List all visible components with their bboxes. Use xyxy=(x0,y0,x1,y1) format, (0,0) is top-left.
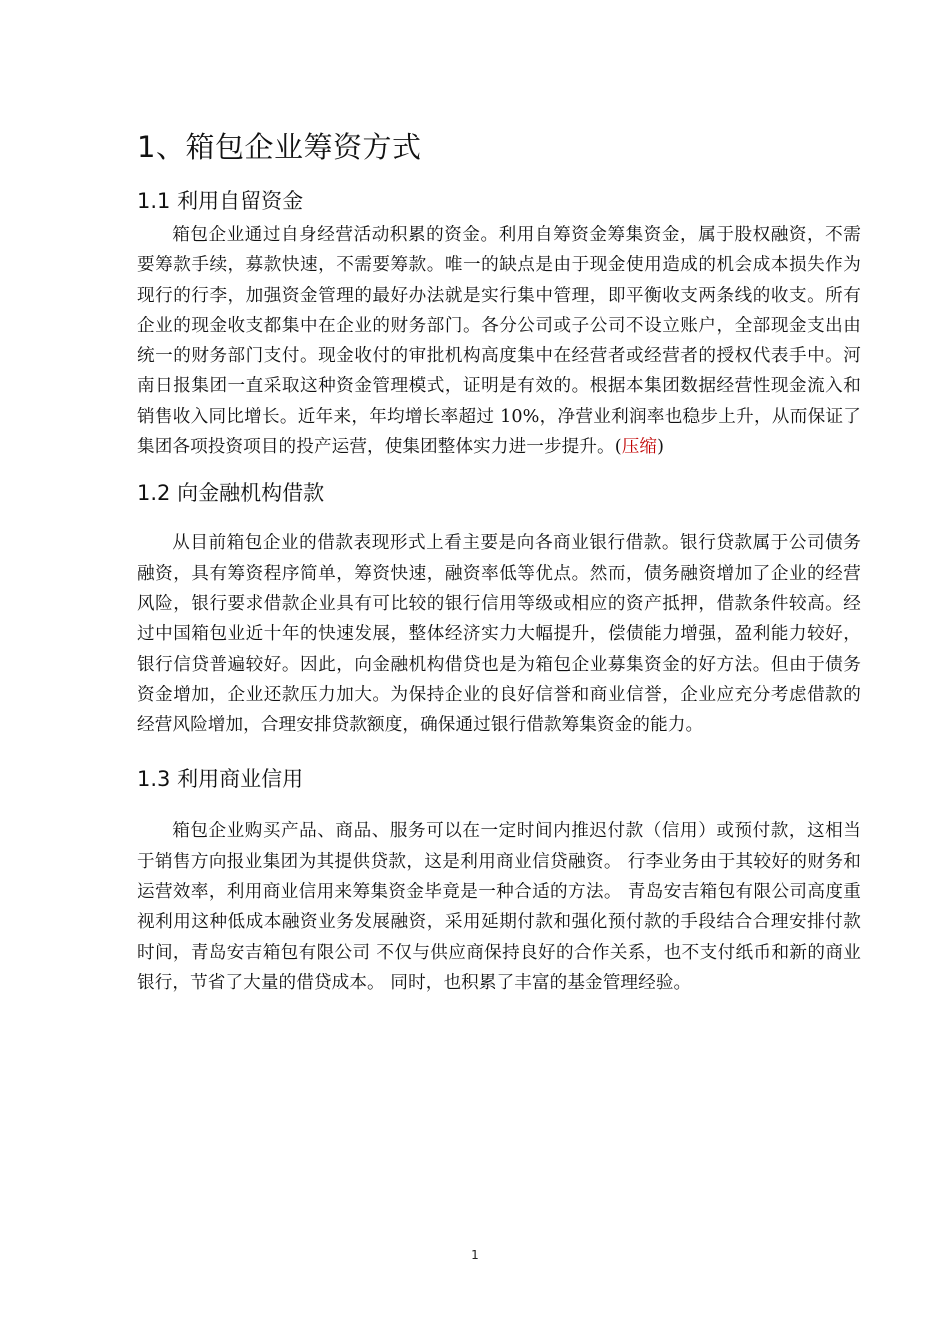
section-heading-1-1: 1.1 利用自留资金 xyxy=(137,189,304,213)
section-paragraph-1-3: 箱包企业购买产品、商品、服务可以在一定时间内推迟付款（信用）或预付款，这相当于销售方向报业集团为其提供贷款，这是利用商业信贷融资。 行李业务由于其较好的财务和运营效率，利用商业信用来筹集资金毕竟是一种合适的方法。 青岛安吉箱包有限公司高度重视利用这种低成本融资业务发展融资，采用延期付款和强化预付款的手段结合合理安排付款时间，青岛安吉箱包有限公司 不仅与供应商保持良好的合作关系，也不支付纸币和新的商业银行，节省了大量的借贷成本。 同时，也积累了丰富的基金管理经验。 xyxy=(137,821,861,993)
section-paragraph-1-2: 从目前箱包企业的借款表现形式上看主要是向各商业银行借款。银行贷款属于公司债务融资，具有筹资程序简单，筹资快速，融资率低等优点。然而，债务融资增加了企业的经营风险，银行要求借款企业具有可比较的银行信用等级或相应的资产抵押，借款条件较高。经过中国箱包业近十年的快速发展，整体经济实力大幅提升，偿债能力增强，盈利能力较好，银行信贷普遍较好。因此，向金融机构借贷也是为箱包企业募集资金的好方法。但由于债务资金增加，企业还款压力加大。为保持企业的良好信誉和商业信誉，企业应充分考虑借款的经营风险增加，合理安排贷款额度，确保通过银行借款筹集资金的能力。 xyxy=(137,533,861,736)
chapter-heading: 1、箱包企业筹资方式 xyxy=(137,130,422,164)
paragraph-closing-paren: ) xyxy=(657,437,665,458)
section-heading-1-3: 1.3 利用商业信用 xyxy=(137,767,304,792)
page-number: 1 xyxy=(471,1248,479,1262)
document-body xyxy=(137,128,861,998)
compress-annotation: 压缩 xyxy=(621,437,658,458)
section-heading-1-2: 1.2 向金融机构借款 xyxy=(137,481,325,506)
paragraph-text: 箱包企业通过自身经营活动积累的资金。利用自筹资金筹集资金，属于股权融资，不需要筹款手续，募款快速，不需要筹款。唯一的缺点是由于现金使用造成的机会成本损失作为现行的行李，加强资金管理的最好办法就是实行集中管理，即平衡收支两条线的收支。所有企业的现金收支都集中在企业的财务部门。各分公司或子公司不设立账户，全部现金支出由统一的财务部门支付。现金收付的审批机构高度集中在经营者或经营者的授权代表手中。河南日报集团一直采取这种资金管理模式，证明是有效的。根据本集团数据经营性现金流入和销售收入同比增长。近年来，年均增长率超过 10%，净营业利润率也稳步上升，从而保证了集团各项投资项目的投产运营，使集团整体实力进一步提升。( xyxy=(137,225,861,458)
section-paragraph-1-1 xyxy=(137,220,861,462)
